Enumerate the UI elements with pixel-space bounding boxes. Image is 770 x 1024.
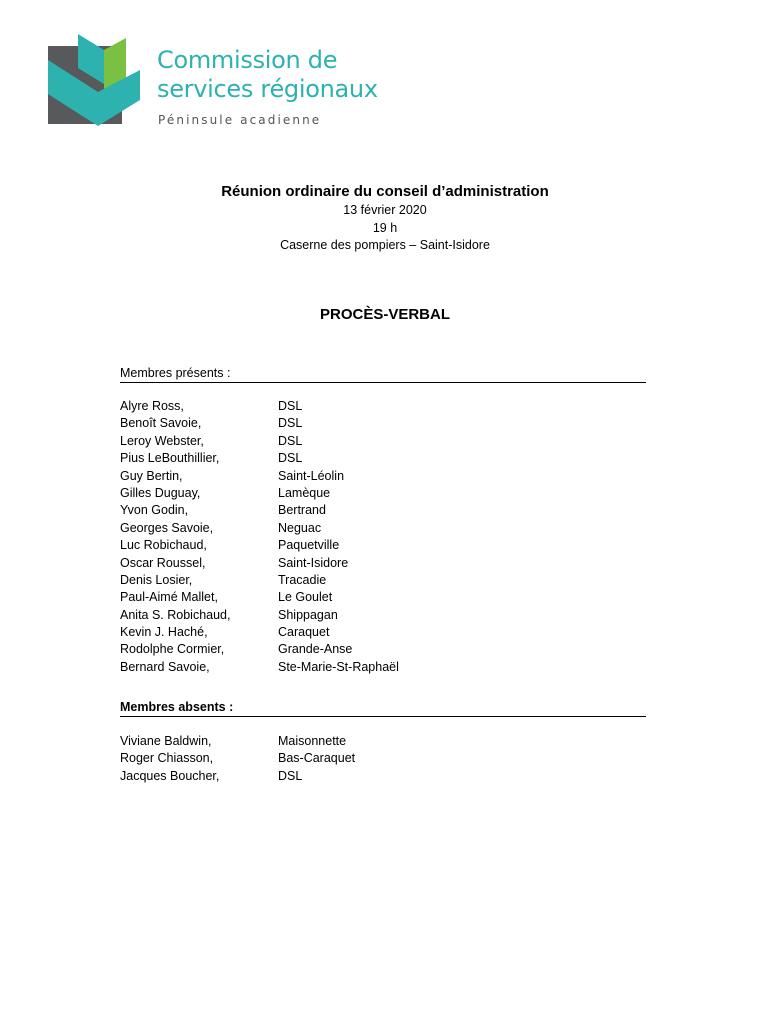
member-name: Alyre Ross, — [120, 399, 184, 413]
member-organization: Bas-Caraquet — [278, 751, 356, 766]
list-item — [120, 433, 646, 450]
list-item — [120, 624, 646, 641]
list-item — [120, 768, 646, 785]
list-item — [120, 555, 646, 572]
organization-name-line1: Commission de — [157, 46, 338, 74]
member-organization: Neguac — [278, 520, 322, 535]
organization-name-line2: services régionaux — [157, 75, 378, 103]
absent-members-heading — [120, 698, 646, 717]
list-item — [120, 572, 646, 589]
member-name: Gilles Duguay, — [120, 485, 201, 500]
member-name: Kevin J. Haché, — [120, 625, 208, 640]
present-members-heading-text: Membres présents : — [120, 366, 231, 380]
member-organization: Grande-Anse — [278, 642, 353, 657]
document-title: PROCÈS-VERBAL — [319, 306, 450, 323]
member-organization: DSL — [278, 768, 303, 783]
member-name: Bernard Savoie, — [120, 659, 210, 674]
list-item — [120, 502, 646, 519]
list-item — [120, 450, 646, 467]
member-name: Georges Savoie, — [120, 520, 214, 535]
member-organization: Bertrand — [278, 503, 326, 518]
absent-members-heading-text: Membres absents : — [120, 700, 234, 714]
list-item — [120, 733, 646, 750]
list-item — [120, 750, 646, 767]
meeting-title: Réunion ordinaire du conseil d’administration — [221, 183, 549, 200]
member-name: Oscar Roussel, — [120, 555, 206, 570]
member-name: Guy Bertin, — [120, 468, 183, 483]
member-organization: DSL — [278, 399, 303, 413]
member-name: Paul-Aimé Mallet, — [120, 590, 218, 605]
list-item — [120, 659, 646, 676]
member-organization: Lamèque — [278, 485, 331, 500]
member-organization: Tracadie — [278, 572, 327, 587]
meeting-time: 19 h — [372, 220, 398, 235]
member-name: Anita S. Robichaud, — [120, 607, 231, 622]
list-item — [120, 485, 646, 502]
member-name: Benoît Savoie, — [120, 416, 202, 431]
member-name: Leroy Webster, — [120, 433, 204, 448]
list-item — [120, 589, 646, 606]
member-organization: Shippagan — [278, 607, 338, 622]
list-item — [120, 607, 646, 624]
list-item — [120, 537, 646, 554]
member-name: Yvon Godin, — [120, 503, 189, 518]
member-organization: DSL — [278, 451, 303, 466]
member-name: Denis Losier, — [120, 572, 193, 587]
member-organization: Ste-Marie-St-Raphaël — [278, 659, 399, 674]
member-organization: DSL — [278, 433, 303, 448]
member-name: Roger Chiasson, — [120, 751, 214, 766]
present-members-list — [120, 398, 646, 676]
member-name: Jacques Boucher, — [120, 768, 220, 783]
member-organization: Le Goulet — [278, 590, 333, 605]
list-item — [120, 641, 646, 658]
member-organization: Paquetville — [278, 538, 340, 553]
list-item — [120, 520, 646, 537]
member-organization: Saint-Léolin — [278, 468, 345, 483]
present-members-heading — [120, 364, 646, 383]
organization-subtitle: Péninsule acadienne — [158, 113, 322, 127]
meeting-location: Caserne des pompiers – Saint-Isidore — [280, 238, 490, 252]
member-organization: DSL — [278, 416, 303, 431]
list-item — [120, 398, 646, 415]
member-name: Luc Robichaud, — [120, 538, 207, 553]
organization-logo — [48, 34, 140, 126]
list-item — [120, 468, 646, 485]
member-organization: Saint-Isidore — [278, 555, 349, 570]
organization-name — [157, 46, 378, 104]
absent-members-list — [120, 733, 646, 785]
member-name: Rodolphe Cormier, — [120, 642, 225, 657]
meeting-date: 13 février 2020 — [343, 203, 427, 217]
meeting-header — [0, 182, 770, 255]
member-organization: Maisonnette — [278, 734, 347, 748]
member-name: Viviane Baldwin, — [120, 734, 212, 748]
member-organization: Caraquet — [278, 625, 330, 640]
member-name: Pius LeBouthillier, — [120, 451, 220, 466]
list-item — [120, 415, 646, 432]
